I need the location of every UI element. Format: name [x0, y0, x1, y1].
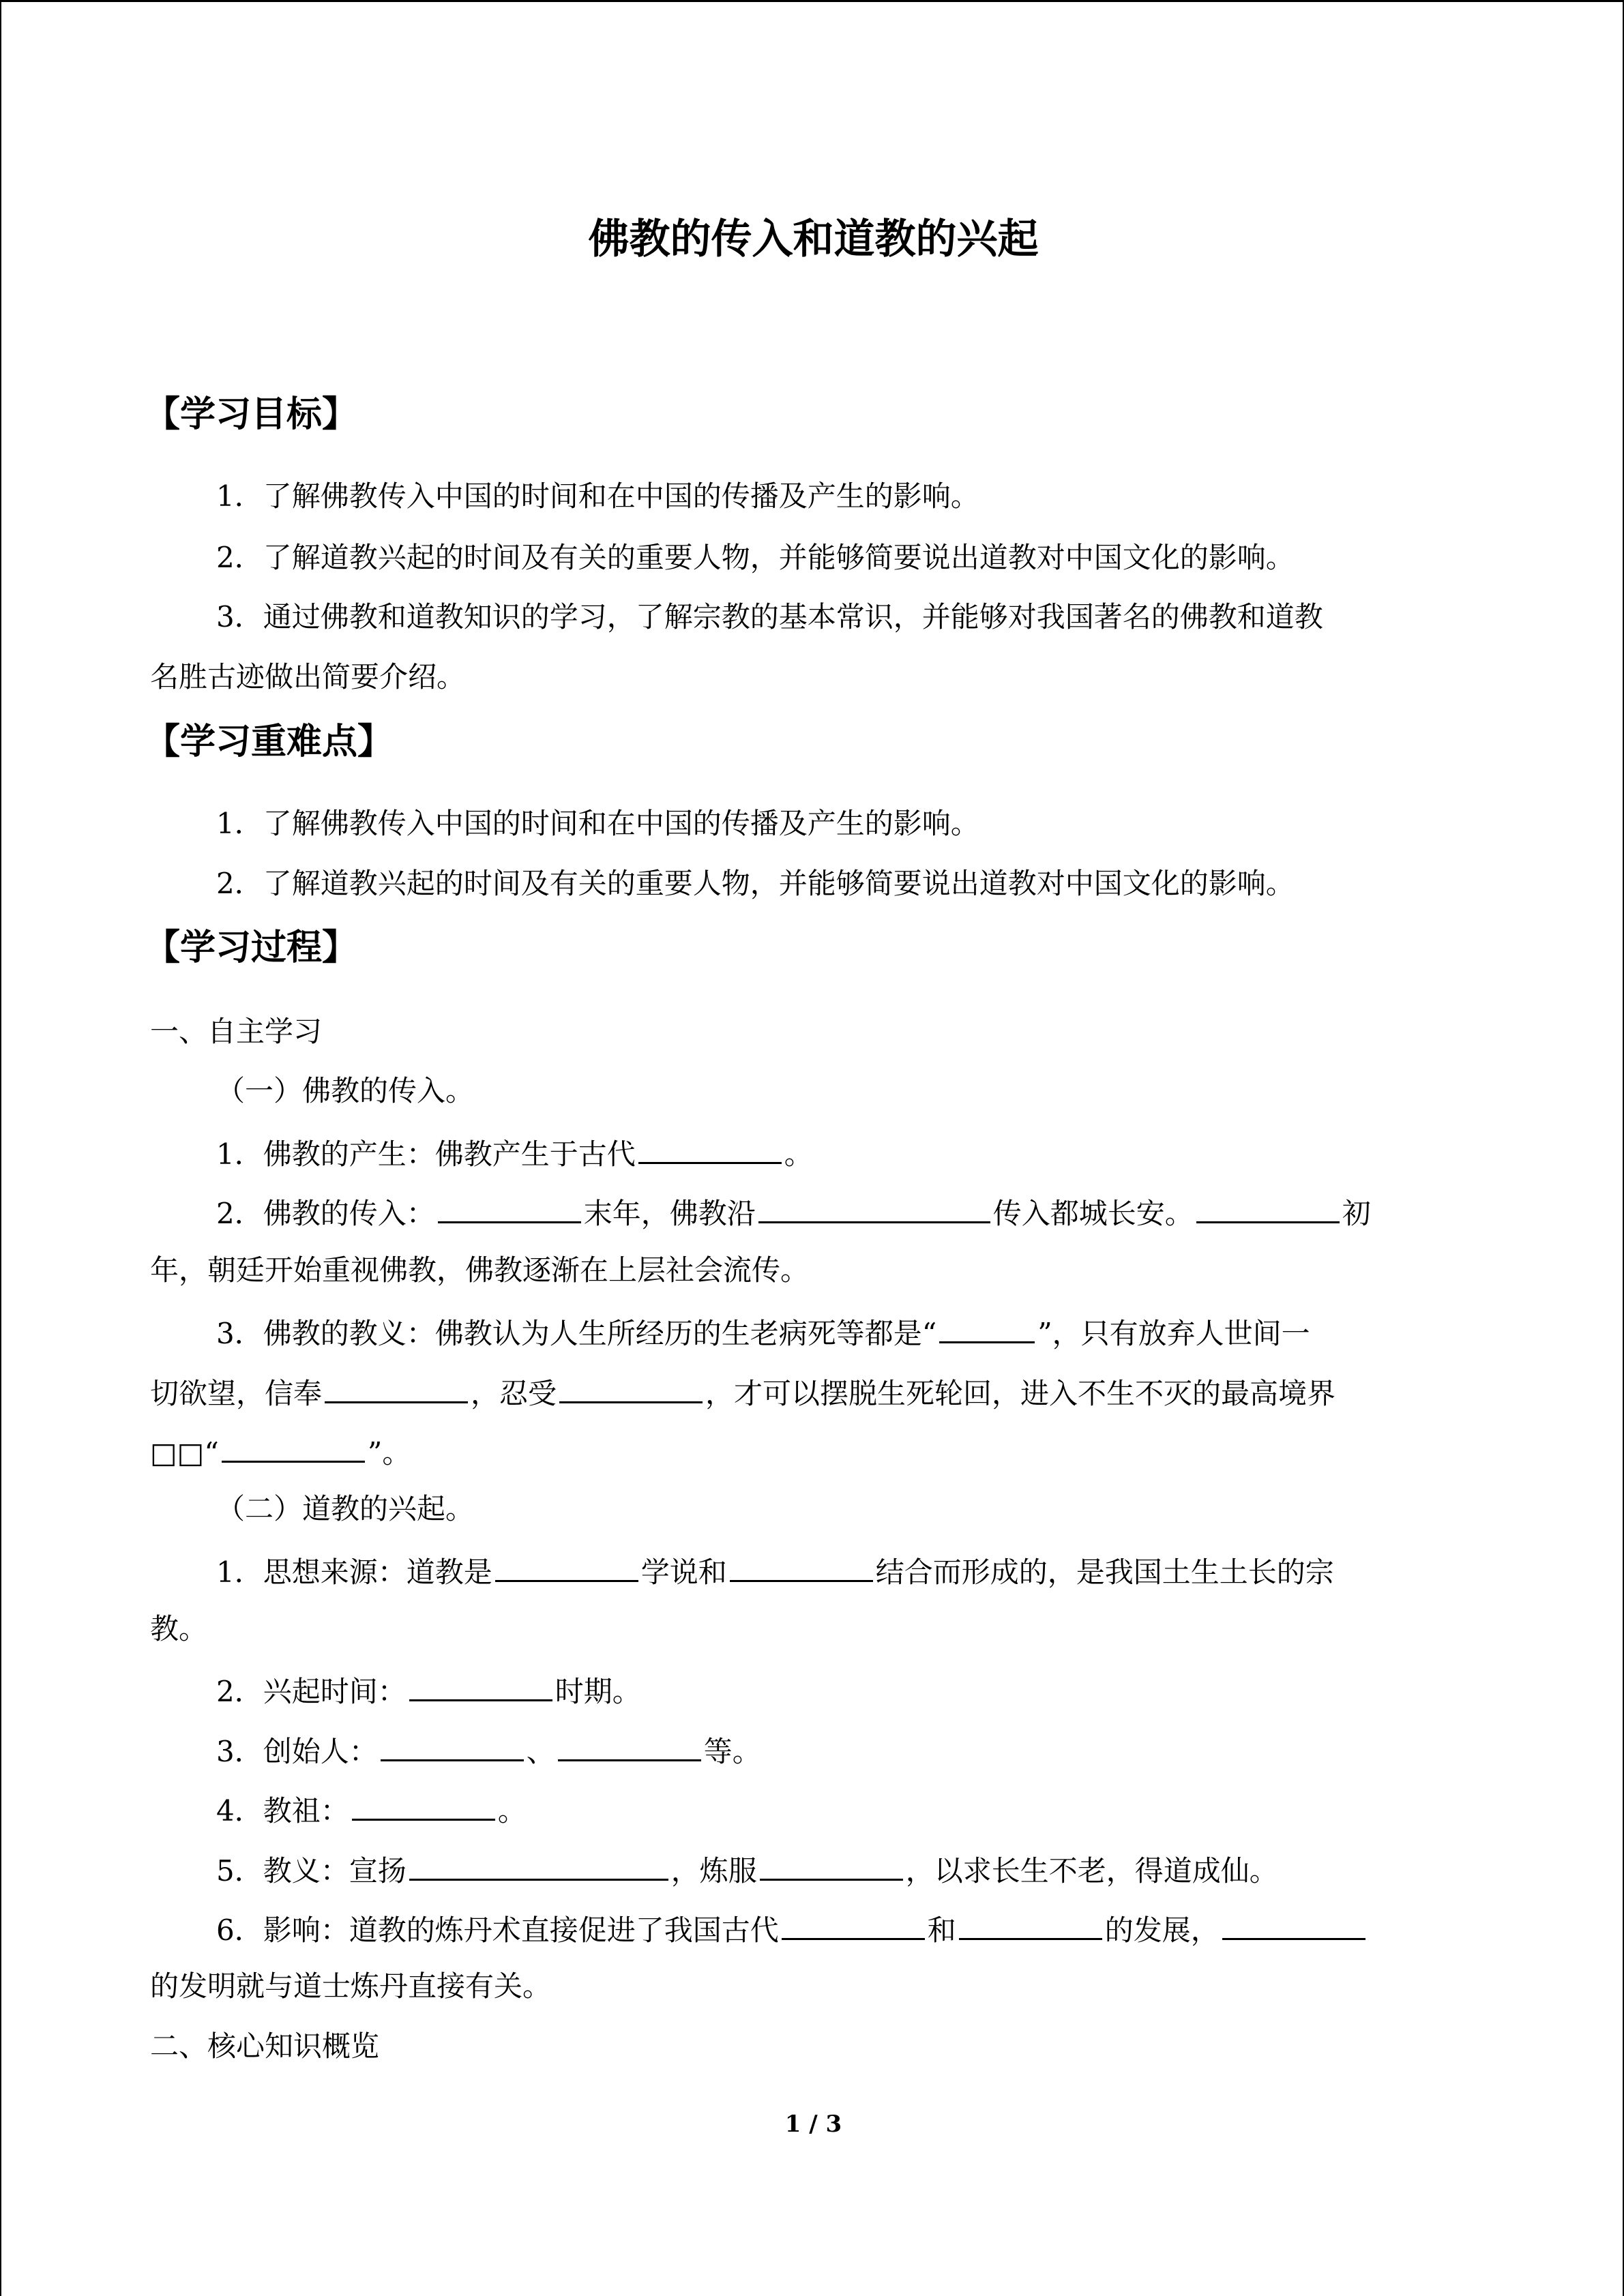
buddhism-doctrine-cont: 切欲望，信奉 ，忍受 ，才可以摆脱生死轮回，进入不生不灭的最高境界	[150, 1370, 1483, 1414]
fill-blank[interactable]	[438, 1190, 581, 1223]
subsection-buddhism: （一）佛教的传入。	[216, 1074, 475, 1107]
fill-blank[interactable]	[222, 1429, 365, 1463]
goal-item-3: 3．通过佛教和道教知识的学习，了解宗教的基本常识，并能够对我国著名的佛教和道教	[216, 600, 1323, 633]
fill-blank[interactable]	[758, 1190, 990, 1223]
goal-item-2: 2．了解道教兴起的时间及有关的重要人物，并能够简要说出道教对中国文化的影响。	[216, 541, 1295, 574]
buddhism-introduction-text: 2．佛教的传入：	[216, 1197, 435, 1230]
fill-blank[interactable]	[325, 1370, 468, 1403]
buddhism-introduction-cont: 年，朝廷开始重视佛教，佛教逐渐在上层社会流传。	[150, 1253, 810, 1287]
taoism-influence-cont: 的发明就与道士炼丹直接有关。	[150, 1969, 552, 2003]
fill-blank[interactable]	[409, 1847, 668, 1881]
page-number: 1 / 3	[784, 2111, 842, 2138]
taoism-influence-line: 6．影响：道教的炼丹术直接促进了我国古代 和 的发展，	[216, 1907, 1483, 1951]
fill-blank[interactable]	[1222, 1907, 1365, 1940]
heading-key-points: 【学习重难点】	[145, 721, 394, 762]
buddhism-doctrine-text: 3．佛教的教义：佛教认为人生所经历的生老病死等都是“	[216, 1317, 937, 1350]
document-title: 佛教的传入和道教的兴起	[588, 215, 1039, 263]
buddhism-doctrine-line: 3．佛教的教义：佛教认为人生所经历的生老病死等都是“ ”，只有放弃人世间一	[216, 1310, 1483, 1354]
taoism-time-line: 2．兴起时间： 时期。	[216, 1668, 1483, 1712]
goal-item-3-cont: 名胜古迹做出简要介绍。	[150, 660, 466, 694]
buddhism-introduction-line: 2．佛教的传入： 末年，佛教沿 传入都城长安。 初	[216, 1190, 1483, 1234]
taoism-doctrine-line: 5．教义：宣扬 ，炼服 ，以求长生不老，得道成仙。	[216, 1847, 1483, 1892]
heading-learning-goals: 【学习目标】	[145, 394, 358, 435]
part-self-study: 一、自主学习	[150, 1015, 323, 1048]
fill-blank[interactable]	[409, 1668, 552, 1701]
key-item-2: 2．了解道教兴起的时间及有关的重要人物，并能够简要说出道教对中国文化的影响。	[216, 867, 1295, 900]
taoism-source-cont: 教。	[150, 1612, 208, 1645]
taoism-patriarch-line: 4．教祖： 。	[216, 1787, 1483, 1832]
fill-blank[interactable]	[638, 1131, 782, 1164]
heading-learning-process: 【学习过程】	[145, 927, 358, 968]
buddhism-doctrine-end: □□“ ”。	[150, 1429, 1483, 1474]
key-item-1: 1．了解佛教传入中国的时间和在中国的传播及产生的影响。	[216, 807, 979, 840]
taoism-founders-line: 3．创始人： 、 等。	[216, 1728, 1483, 1772]
buddhism-origin-line: 1．佛教的产生：佛教产生于古代 。	[216, 1131, 1483, 1175]
buddhism-origin-text: 1．佛教的产生：佛教产生于古代	[216, 1137, 636, 1171]
fill-blank[interactable]	[559, 1370, 703, 1403]
fill-blank[interactable]	[558, 1728, 701, 1761]
subsection-taoism: （二）道教的兴起。	[216, 1492, 475, 1525]
fill-blank[interactable]	[782, 1907, 925, 1940]
fill-blank[interactable]	[352, 1787, 495, 1821]
fill-blank[interactable]	[1196, 1190, 1340, 1223]
goal-item-1: 1．了解佛教传入中国的时间和在中国的传播及产生的影响。	[216, 479, 979, 513]
fill-blank[interactable]	[730, 1549, 873, 1582]
fill-blank[interactable]	[959, 1907, 1102, 1940]
fill-blank[interactable]	[495, 1549, 638, 1582]
fill-blank[interactable]	[939, 1310, 1035, 1343]
fill-blank[interactable]	[760, 1847, 903, 1881]
taoism-source-line: 1．思想来源：道教是 学说和 结合而形成的，是我国土生土长的宗	[216, 1549, 1483, 1593]
part-core-knowledge: 二、核心知识概览	[150, 2029, 380, 2063]
fill-blank[interactable]	[381, 1728, 524, 1761]
